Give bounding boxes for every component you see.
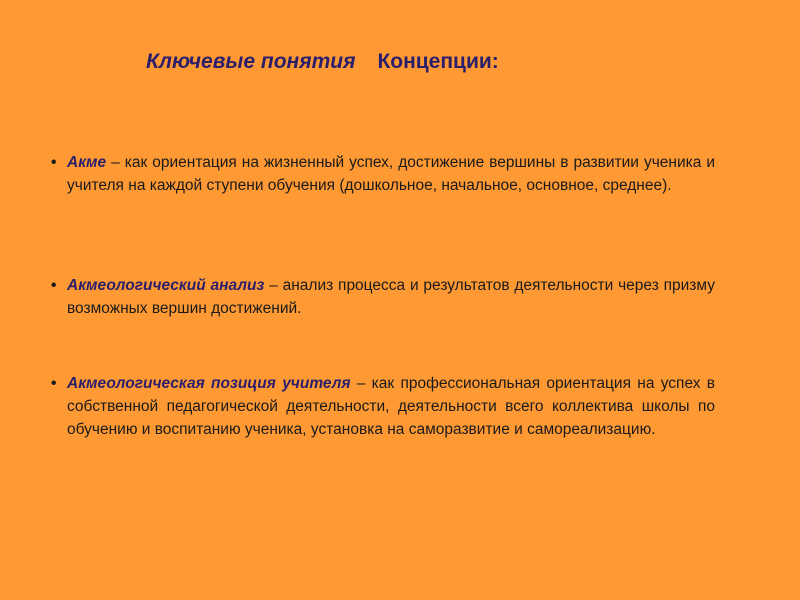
bullet-icon: • — [51, 375, 57, 392]
list-item-text — [51, 372, 715, 441]
list-item — [51, 372, 715, 441]
definition-acmeological-analysis: – анализ процесса и результатов деятельности через призму возможных вершин достижений. — [67, 277, 715, 317]
term-akme: Акме — [67, 154, 107, 171]
slide-title — [146, 48, 499, 76]
list-item — [51, 274, 715, 320]
bullet-icon: • — [51, 154, 57, 171]
list-item-text — [51, 274, 715, 320]
slide-title-concept: Концепции: — [377, 50, 499, 73]
definition-acmeological-teacher-position: – как профессиональная ориентация на успех в собственной педагогической деятельности, деятельности всего коллектива школы по обучению и воспитанию ученика, установка на саморазвитие и самореализацию. — [67, 375, 716, 438]
term-acmeological-analysis: Акмеологический анализ — [67, 277, 265, 294]
bullet-icon: • — [51, 277, 57, 294]
list-item — [51, 151, 715, 197]
slide-title-key-concepts: Ключевые понятия — [146, 50, 356, 73]
term-acmeological-teacher-position: Акмеологическая позиция учителя — [67, 375, 351, 392]
definition-akme: – как ориентация на жизненный успех, достижение вершины в развитии ученика и учителя на каждой ступени обучения (дошкольное, начальное, основное, среднее). — [67, 154, 715, 194]
list-item-text — [51, 151, 715, 197]
